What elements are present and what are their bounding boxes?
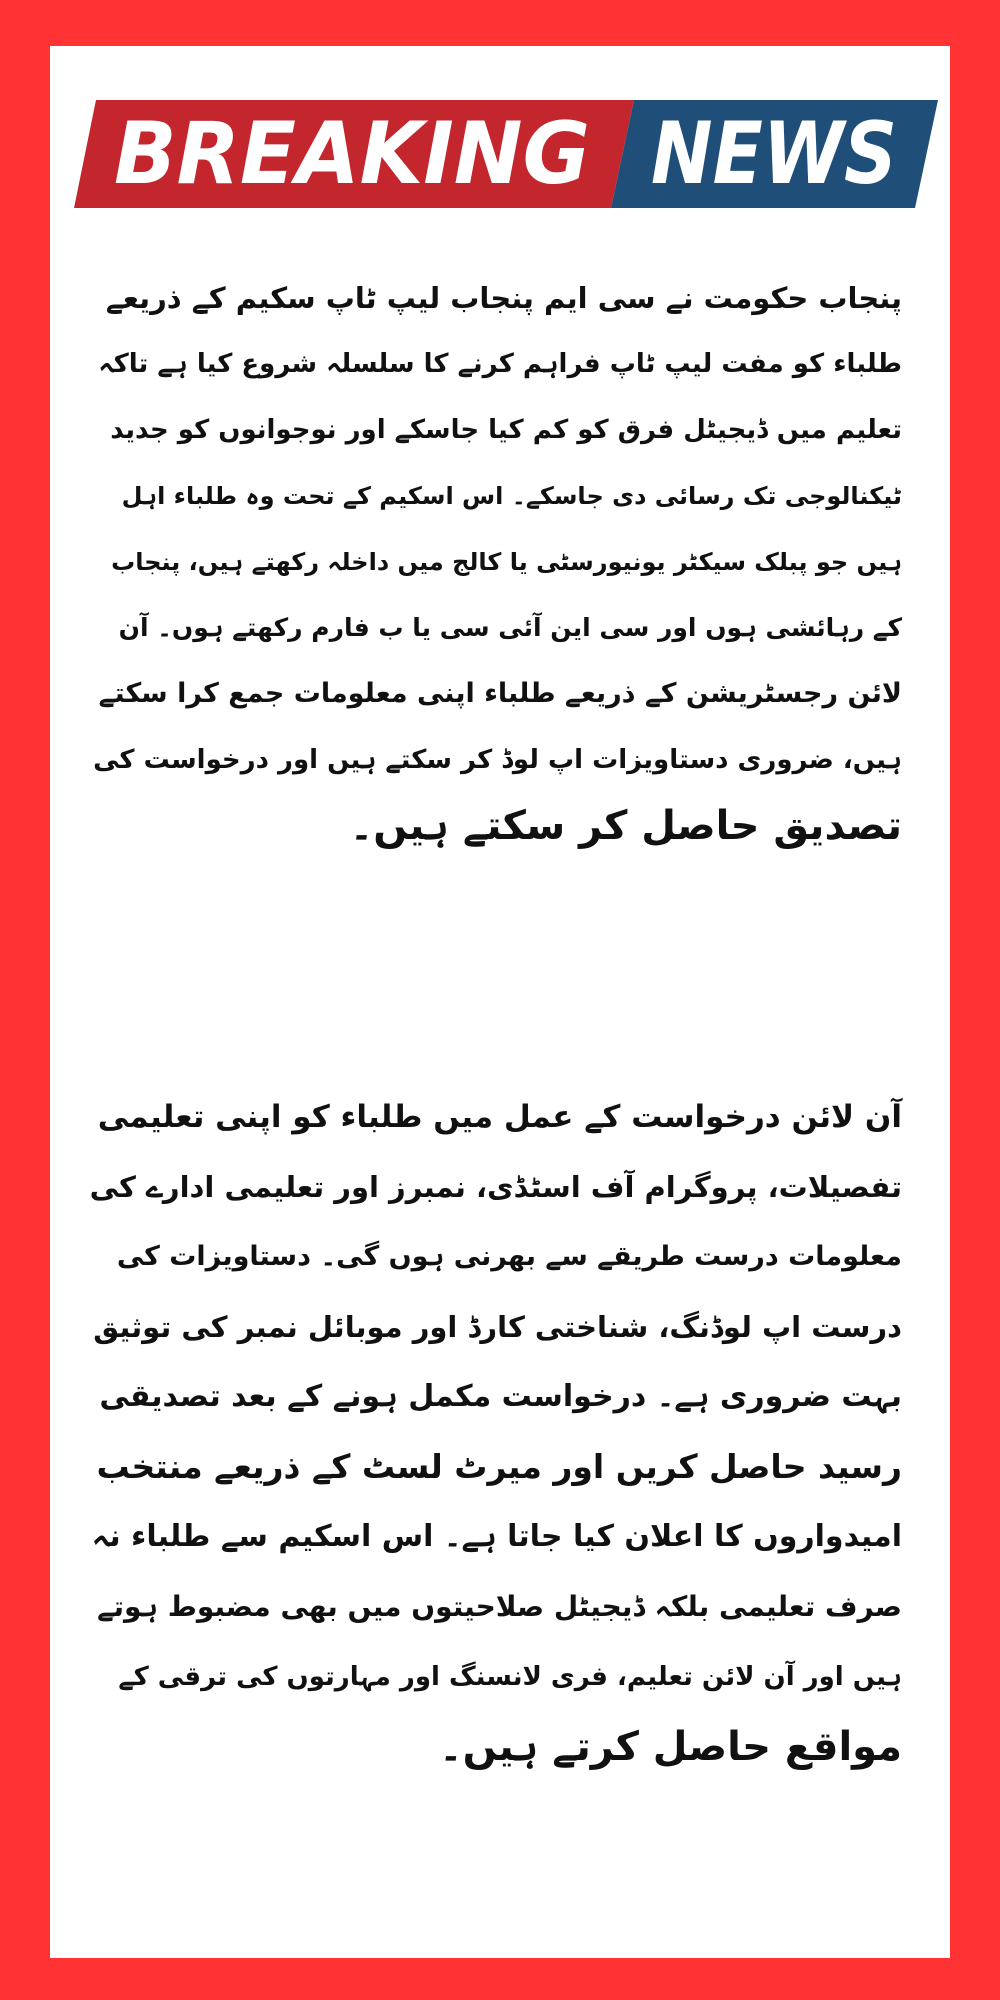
paragraph-line: پنجاب حکومت نے سی ایم پنجاب لیپ ٹاپ سکیم کے ذریعے	[105, 281, 902, 315]
paragraph-line: ہیں، ضروری دستاویزات اپ لوڈ کر سکتے ہیں اور درخواست کی	[93, 745, 902, 775]
paragraph-line: امیدواروں کا اعلان کیا جاتا ہے۔ اس اسکیم سے طلباء نہ	[91, 1519, 902, 1554]
paragraph-line: معلومات درست طریقے سے بھرنی ہوں گی۔ دستاویزات کی	[116, 1241, 902, 1272]
paragraph-line: تعلیم میں ڈیجیٹل فرق کو کم کیا جاسکے اور نوجوانوں کو جدید	[110, 415, 902, 445]
article-paragraph-2	[90, 1082, 902, 1782]
paragraph-line: ہیں جو پبلک سیکٹر یونیورسٹی یا کالج میں داخلہ رکھتے ہیں، پنجاب	[111, 548, 902, 576]
paragraph-line: ہیں اور آن لائن تعلیم، فری لانسنگ اور مہارتوں کی ترقی کے	[118, 1662, 902, 1692]
article-paragraph-1	[90, 265, 902, 859]
paragraph-line: تفصیلات، پروگرام آف اسٹڈی، نمبرز اور تعلیمی ادارے کی	[89, 1170, 902, 1204]
paragraph-line: لائن رجسٹریشن کے ذریعے طلباء اپنی معلومات جمع کرا سکتے	[98, 678, 902, 709]
paragraph-line: تصدیق حاصل کر سکتے ہیں۔	[349, 803, 902, 849]
paragraph-line: طلباء کو مفت لیپ ٹاپ فراہم کرنے کا سلسلہ شروع کیا ہے تاکہ	[98, 349, 902, 379]
banner-word-news: NEWS	[651, 104, 897, 204]
paragraph-line: کے رہائشی ہوں اور سی این آئی سی یا ب فارم رکھتے ہوں۔ آن	[118, 613, 902, 642]
paragraph-line: آن لائن درخواست کے عمل میں طلباء کو اپنی تعلیمی	[97, 1099, 902, 1135]
paragraph-line: مواقع حاصل کرتے ہیں۔	[439, 1724, 902, 1770]
paragraph-line: رسید حاصل کریں اور میرٹ لسٹ کے ذریعے منتخب	[96, 1447, 902, 1486]
breaking-news-banner	[74, 100, 938, 208]
paragraph-line: ٹیکنالوجی تک رسائی دی جاسکے۔ اس اسکیم کے تحت وہ طلباء اہل	[121, 482, 902, 510]
paragraph-line: درست اپ لوڈنگ، شناختی کارڈ اور موبائل نمبر کی توثیق	[93, 1310, 902, 1344]
paragraph-line: صرف تعلیمی بلکہ ڈیجیٹل صلاحیتوں میں بھی مضبوط ہوتے	[97, 1590, 902, 1623]
paragraph-line: بہت ضروری ہے۔ درخواست مکمل ہونے کے بعد تصدیقی	[99, 1379, 902, 1414]
banner-word-breaking: BREAKING	[114, 104, 590, 204]
